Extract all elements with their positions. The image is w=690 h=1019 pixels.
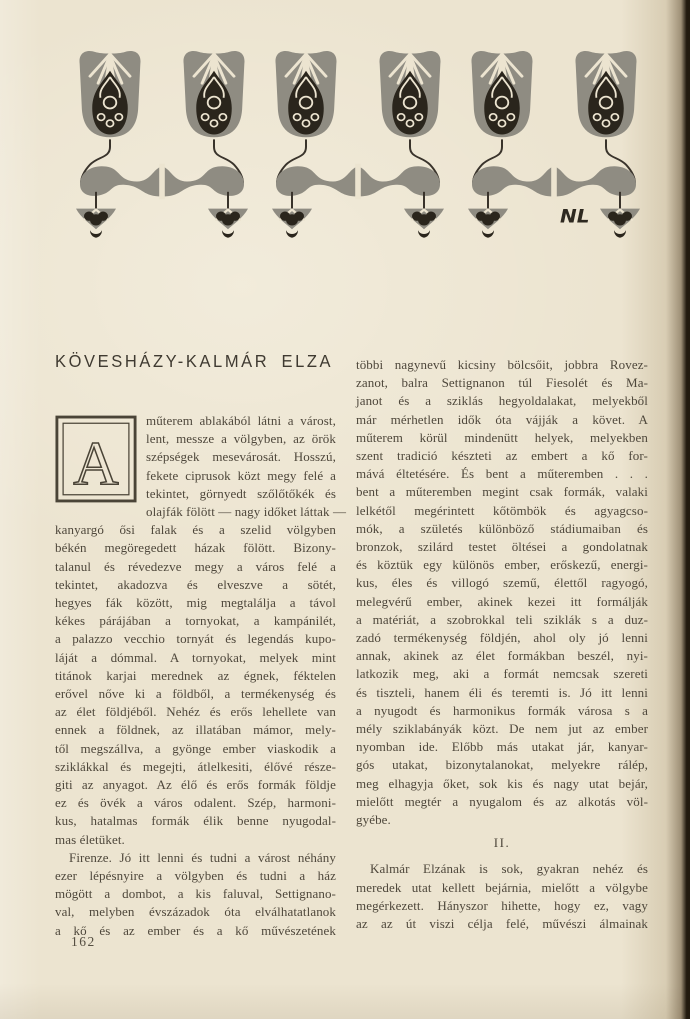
text-line: gós utakat, bizonytalanokat, melyekre rálép,	[356, 757, 648, 773]
text-line: talanul és révedezve megy a város felé a	[55, 558, 336, 574]
text-line: kus, éles és villogó szemű, élettől ragyogó,	[356, 575, 648, 591]
text-line: békén megöregedett házak fölött. Bizony-	[55, 540, 336, 556]
text-line: ez és övék a város odalent. Szép, harmoni-	[55, 795, 336, 811]
text-line: olajfák fölött — nagy időket láttak —	[146, 504, 347, 520]
text-line: annak, akinek az élet formákban beszél, nyi-	[356, 648, 648, 664]
text-line: janot és a sziklás hegyoldalakat, melyekből	[356, 393, 648, 409]
artist-monogram: NL	[560, 205, 590, 228]
text-line: giti az anyagot. Az élő és erős formák földje	[55, 777, 336, 793]
text-line: latkozik meg, aki a formát nemcsak szereti	[356, 666, 648, 682]
text-line: erővel nőve ki a földből, a termékenység és	[55, 686, 336, 702]
text-line: mas életüket.	[55, 831, 125, 847]
text-line: Firenze. Jó itt lenni és tudni a várost néhány	[69, 849, 336, 865]
text-line: és tiszteli, hanem éli és teremti is. Jó itt lenni	[356, 684, 648, 700]
text-line: műterem ablakából látni a várost,	[146, 413, 336, 428]
text-line: megérkezett. Hányszor hihette, hogy ez, vagy	[356, 897, 648, 913]
text-line: tekintet, akadozva és elveszve a sötét,	[55, 576, 336, 592]
text-line: többi nagynevű kicsiny bölcsőit, jobbra Rovez-	[356, 357, 648, 372]
text-line: meredek utat kellett bejárnia, mielőtt a völgybe	[356, 879, 648, 895]
text-line: az az út viszi célja felé, művészi álmainak	[356, 916, 648, 932]
text-line: gyébe.	[356, 812, 391, 828]
drop-cap-initial	[55, 414, 137, 504]
text-line: a nyugodt és harmonikus formák városa s a	[356, 702, 648, 718]
text-line: nyomban ide. Előbb más utakat jár, kanyar-	[356, 739, 648, 755]
text-line: zanot, balra Settignanon túl Fiesolét és Ma-	[356, 375, 648, 391]
text-line: a kő és az ember és a kő művészetének	[55, 922, 336, 938]
text-line: titánok karjai merednek az égnek, féktelen	[55, 667, 336, 683]
text-line: lent, messze a völgyben, az örök	[146, 431, 336, 447]
text-line: hegyes fák között, mig megtalálja a távol	[55, 595, 336, 611]
text-line: melegvérű ember, akinek kezei itt formálják	[356, 593, 648, 609]
text-line: mók, a születés különböző stádiumaiban és	[356, 520, 648, 536]
text-line: bent a műteremben megint csak formák, valaki	[356, 484, 648, 500]
text-line: kus, hatalmas formák élik benne nyugodal-	[55, 813, 336, 829]
right-column	[356, 356, 648, 933]
text-line: mély sziklabányák közt. De nem jut az ember	[356, 721, 648, 737]
text-line: II.	[493, 835, 511, 851]
text-line: láját a dómmal. A tornyokat, melyek mint	[55, 649, 336, 665]
text-line: fekete ciprusok közt megy felé a	[146, 467, 336, 483]
text-line: és köztük egy különös ember, erőskezű, energi-	[356, 557, 648, 573]
left-column	[55, 412, 347, 940]
text-line: tekintet, görnyedt szőlőtőkék és	[146, 485, 336, 501]
text-line: lelkétől megérintett kőtömbök és agyagcso-	[356, 502, 648, 518]
text-line: zadó termékenység földjén, ahol oly jó lenni	[356, 630, 648, 646]
text-line: kanyargó ősi falak és a szelid völgyben	[55, 522, 336, 538]
text-line: ezer lépésnyire a völgyben és tudni a ház	[55, 868, 336, 884]
text-line: meg elhagyja őket, sok kis és nagy utat bejár,	[356, 775, 648, 791]
text-line: Kalmár Elzának is sok, gyakran nehéz és	[370, 861, 648, 877]
text-line: mögött a dombot, a kis faluval, Settignano-	[55, 886, 336, 902]
text-line: bronzok, szilárd testet öltései a gondolatnak	[356, 539, 648, 555]
text-line: már mérhetlen idők óta vájják a követ. A	[356, 411, 648, 427]
article-title: KÖVESHÁZY-KALMÁR ELZA	[55, 352, 334, 372]
text-line: ennek a földnek, az illatában mámor, mely-	[55, 722, 336, 738]
text-line: sziklákkal és megejti, átlelkesiti, élővé része-	[55, 758, 336, 774]
text-line: szent tradició készteti az embert a kő for-	[356, 448, 648, 464]
text-line: műterem körül mindenütt helyek, melyekben	[356, 429, 648, 445]
text-line: szépségek mesevárosát. Hosszú,	[146, 449, 336, 465]
text-line: mává éltetésére. És bent a műteremben . . .	[356, 466, 648, 482]
text-line: az élet földjéből. Nehéz és erős lehellete van	[55, 704, 336, 720]
text-line: val, melyben évszázadok óta elválhatatlanok	[55, 904, 336, 920]
text-line: a palazzo vecchio tornyát és legendás kupo-	[55, 631, 336, 647]
tulip-frieze-ornament	[64, 42, 644, 248]
text-line: től megszállva, a gyönge ember viaskodik a	[55, 740, 336, 756]
text-line: mielőtt megtér a nyugalom és az alkotás völ-	[356, 793, 648, 809]
text-line: kékes párájában a tornyokat, a kampánilét,	[55, 613, 336, 629]
page-number: 162	[71, 934, 96, 949]
text-line: a matériát, a szobrokkal teli sziklák s a duz-	[356, 611, 648, 627]
drop-cap-letter: A	[73, 428, 119, 499]
